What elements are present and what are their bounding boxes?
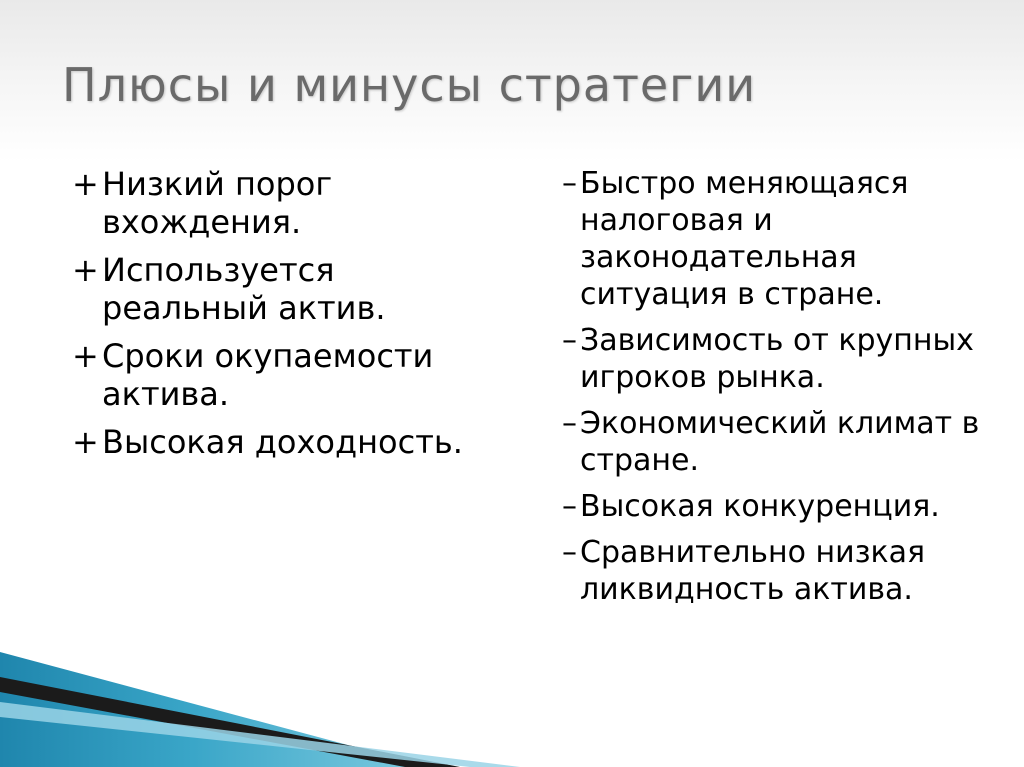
plus-marker: + <box>72 251 99 289</box>
cons-item <box>562 534 1012 608</box>
pros-item <box>72 337 502 413</box>
pros-item <box>72 165 502 241</box>
cons-item <box>562 488 1012 525</box>
bottom-decoration <box>0 647 1024 767</box>
pros-list <box>72 165 502 471</box>
pros-item-text: Сроки окупаемости актива. <box>102 337 434 413</box>
cons-item <box>562 405 1012 479</box>
minus-marker: – <box>562 166 577 201</box>
slide-title: Плюсы и минусы стратегии <box>62 58 757 112</box>
cons-list <box>562 165 1012 617</box>
plus-marker: + <box>72 337 99 375</box>
minus-marker: – <box>562 406 577 441</box>
cons-item-text: Сравнительно низкая ликвидность актива. <box>580 535 926 607</box>
cons-item <box>562 165 1012 313</box>
pros-item <box>72 251 502 327</box>
minus-marker: – <box>562 489 577 524</box>
pros-item-text: Высокая доходность. <box>102 423 463 461</box>
minus-marker: – <box>562 323 577 358</box>
plus-marker: + <box>72 165 99 203</box>
cons-item-text: Экономический климат в стране. <box>580 406 980 478</box>
pros-item-text: Используется реальный актив. <box>102 251 386 327</box>
pros-item <box>72 423 502 461</box>
pros-item-text: Низкий порог вхождения. <box>102 165 333 241</box>
minus-marker: – <box>562 535 577 570</box>
cons-item-text: Быстро меняющаяся налоговая и законодательная ситуация в стране. <box>580 166 909 312</box>
cons-item-text: Высокая конкуренция. <box>580 489 940 524</box>
plus-marker: + <box>72 423 99 461</box>
cons-item <box>562 322 1012 396</box>
cons-item-text: Зависимость от крупных игроков рынка. <box>580 323 974 395</box>
